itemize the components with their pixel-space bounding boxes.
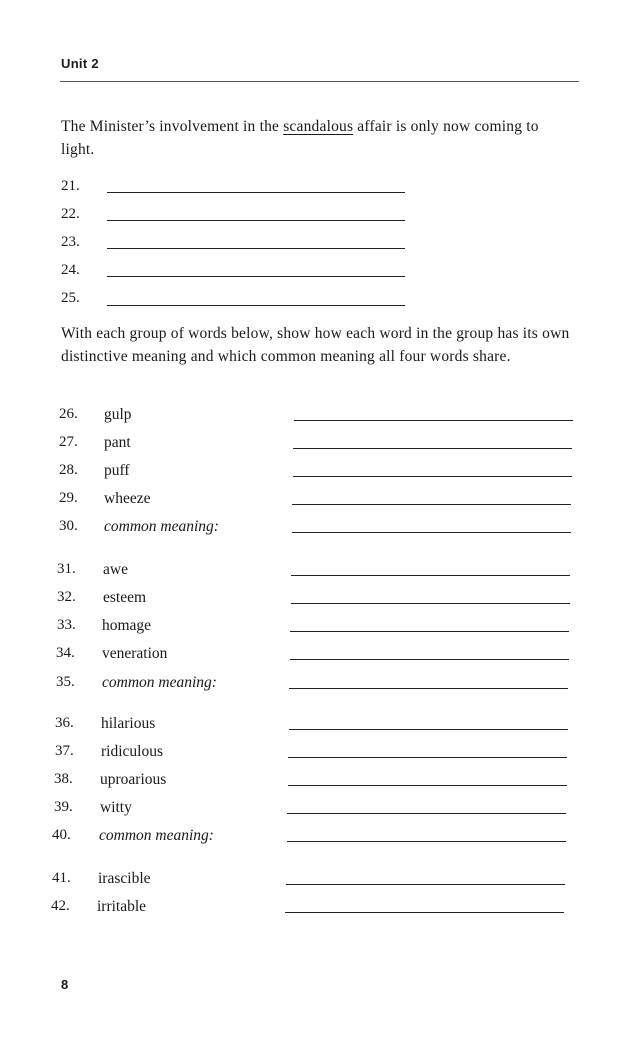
instructions-paragraph: With each group of words below, show how each word in the group has its own distinctive meaning and which common meaning all four words share. xyxy=(61,325,570,365)
vocab-word: puff xyxy=(104,462,130,479)
item-number: 21. xyxy=(61,178,80,194)
answer-line[interactable] xyxy=(107,305,405,306)
vocab-word: gulp xyxy=(104,406,132,423)
vocab-word: wheeze xyxy=(104,490,151,507)
common-meaning-label: common meaning: xyxy=(104,518,219,535)
vocab-word: irritable xyxy=(97,898,147,915)
item-number: 34. xyxy=(56,645,75,661)
item-number: 29. xyxy=(59,490,78,506)
answer-line[interactable] xyxy=(292,532,571,533)
answer-line[interactable] xyxy=(288,757,567,758)
item-number: 36. xyxy=(55,715,74,731)
answer-line[interactable] xyxy=(107,220,405,221)
item-number: 42. xyxy=(51,898,70,914)
item-number: 22. xyxy=(61,206,80,222)
example-sentence xyxy=(61,115,561,161)
vocab-word: irascible xyxy=(98,870,151,887)
item-number: 25. xyxy=(61,290,80,306)
unit-label: Unit 2 xyxy=(61,56,99,71)
item-number: 26. xyxy=(59,406,78,422)
item-number: 23. xyxy=(61,234,80,250)
item-number: 38. xyxy=(54,771,73,787)
item-number: 30. xyxy=(59,518,78,534)
item-number: 37. xyxy=(55,743,74,759)
answer-line[interactable] xyxy=(294,420,573,421)
answer-line[interactable] xyxy=(287,813,566,814)
answer-line[interactable] xyxy=(107,192,405,193)
item-number: 33. xyxy=(57,617,76,633)
answer-line[interactable] xyxy=(291,603,570,604)
vocab-word: ridiculous xyxy=(101,743,163,760)
item-number: 39. xyxy=(54,799,73,815)
answer-line[interactable] xyxy=(293,448,572,449)
vocab-word: esteem xyxy=(103,589,147,606)
vocab-word: homage xyxy=(102,617,152,634)
item-number: 32. xyxy=(57,589,76,605)
sentence-before: The Minister’s involvement in the xyxy=(61,118,284,135)
answer-line[interactable] xyxy=(290,631,569,632)
item-number: 24. xyxy=(61,262,80,278)
vocab-word: uproarious xyxy=(100,771,167,788)
vocab-word: pant xyxy=(104,434,131,451)
sentence-after: affair is only now coming to light. xyxy=(61,118,539,158)
header-divider xyxy=(60,81,579,82)
answer-line[interactable] xyxy=(285,912,564,913)
item-number: 31. xyxy=(57,561,76,577)
item-number: 28. xyxy=(59,462,78,478)
answer-line[interactable] xyxy=(293,476,572,477)
common-meaning-label: common meaning: xyxy=(102,674,217,691)
vocab-word: hilarious xyxy=(101,715,156,732)
common-meaning-label: common meaning: xyxy=(99,827,214,844)
answer-line[interactable] xyxy=(107,248,405,249)
answer-line[interactable] xyxy=(291,575,570,576)
item-number: 27. xyxy=(59,434,78,450)
answer-line[interactable] xyxy=(286,884,565,885)
item-number: 40. xyxy=(52,827,71,843)
item-number: 35. xyxy=(56,674,75,690)
page-number: 8 xyxy=(61,977,69,992)
vocab-word: awe xyxy=(103,561,128,578)
answer-line[interactable] xyxy=(292,504,571,505)
underlined-word: scandalous xyxy=(283,118,354,135)
vocab-word: witty xyxy=(100,799,132,816)
answer-line[interactable] xyxy=(289,729,568,730)
answer-line[interactable] xyxy=(107,276,405,277)
vocab-word: veneration xyxy=(102,645,168,662)
answer-line[interactable] xyxy=(289,688,568,689)
answer-line[interactable] xyxy=(288,785,567,786)
answer-line[interactable] xyxy=(290,659,569,660)
item-number: 41. xyxy=(52,870,71,886)
answer-line[interactable] xyxy=(287,841,566,842)
